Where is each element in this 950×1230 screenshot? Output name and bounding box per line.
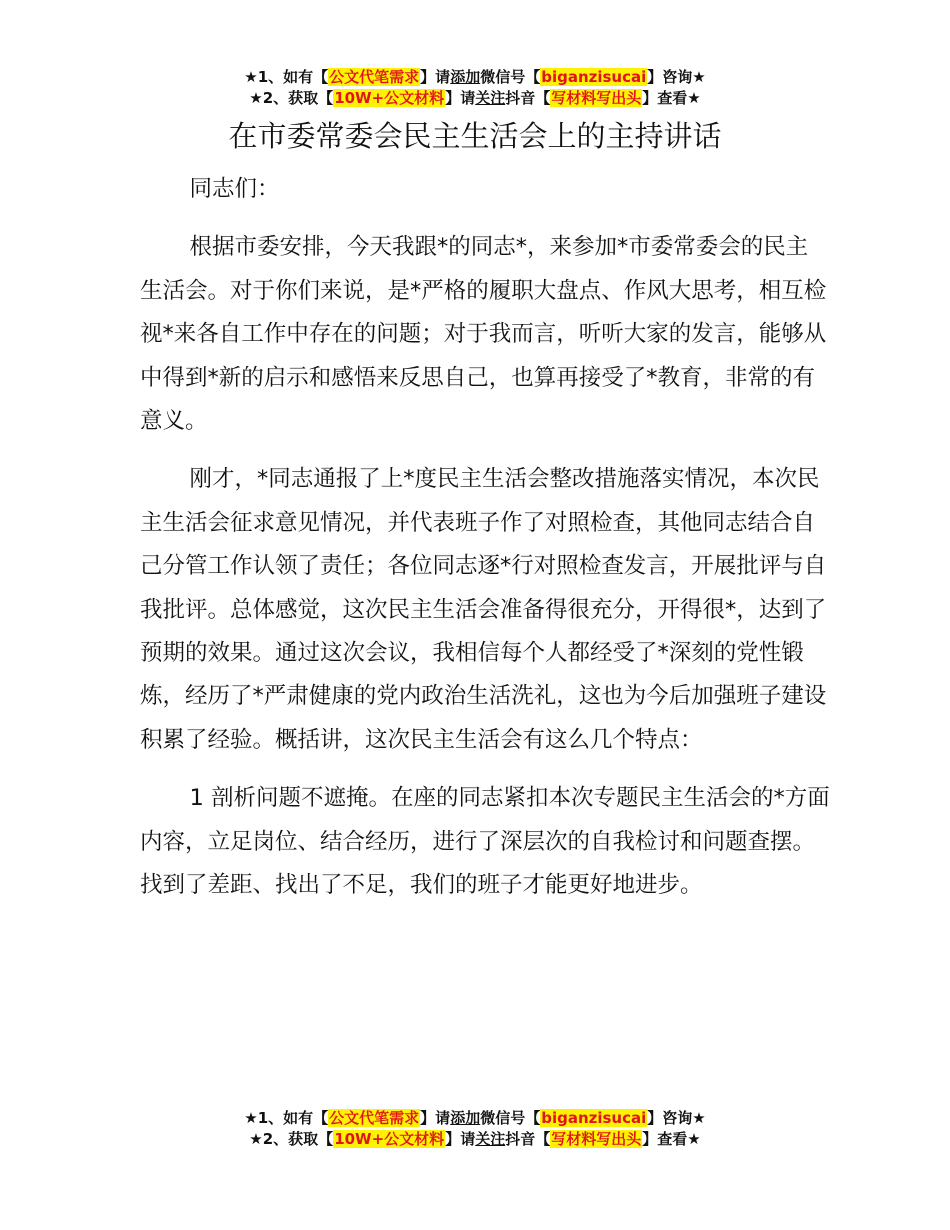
banner-line-1: ★1、如有【公文代笔需求】请添加微信号【biganzisucai】咨询★ — [244, 68, 706, 86]
paragraph: 刚才，*同志通报了上*度民主生活会整改措施落实情况，本次民主生活会征求意见情况，并代表班子作了对照检查，其他同志结合自己分管工作认领了责任；各位同志逐*行对照检查发言，开展批评与自我批评。总体感觉，这次民主生活会准备得很充分，开得很*，达到了预期的效果。通过这次会议，我相信每个人都经受了*深刻的党性锻炼，经历了*严肃健康的党内政治生活洗礼，这也为今后加强班子建设积累了经验。概括讲，这次民主生活会有这么几个特点： — [140, 466, 827, 753]
banner-highlight: 公文代笔需求 — [329, 68, 420, 86]
banner-highlight: biganzisucai — [541, 68, 647, 86]
banner-highlight: 10W+公文材料 — [334, 89, 445, 107]
footer-banner — [0, 1108, 950, 1150]
banner-line-2: ★2、获取【10W+公文材料】请关注抖音【写材料写出头】查看★ — [249, 89, 701, 107]
greeting: 同志们： — [189, 176, 280, 202]
paragraph: 1 剖析问题不遮掩。在座的同志紧扣本次专题民主生活会的*方面内容，立足岗位、结合经历，进行了深层次的自我检讨和问题查摆。找到了差距、找出了不足，我们的班子才能更好地进步。 — [140, 785, 830, 899]
banner-highlight: 写材料写出头 — [551, 1130, 642, 1148]
document-body — [140, 168, 830, 908]
banner-highlight: biganzisucai — [541, 1109, 647, 1127]
banner-highlight: 10W+公文材料 — [334, 1130, 445, 1148]
banner-line-2: ★2、获取【10W+公文材料】请关注抖音【写材料写出头】查看★ — [249, 1130, 701, 1148]
banner-highlight: 公文代笔需求 — [329, 1109, 420, 1127]
paragraph: 根据市委安排，今天我跟*的同志*，来参加*市委常委会的民主生活会。对于你们来说，是*严格的履职大盘点、作风大思考，相互检视*来各自工作中存在的问题；对于我而言，听听大家的发言，能够从中得到*新的启示和感悟来反思自己，也算再接受了*教育，非常的有意义。 — [140, 234, 827, 435]
document-title: 在市委常委会民主生活会上的主持讲话 — [228, 119, 722, 153]
header-banner — [0, 67, 950, 109]
banner-highlight: 写材料写出头 — [551, 89, 642, 107]
banner-line-1: ★1、如有【公文代笔需求】请添加微信号【biganzisucai】咨询★ — [244, 1109, 706, 1127]
